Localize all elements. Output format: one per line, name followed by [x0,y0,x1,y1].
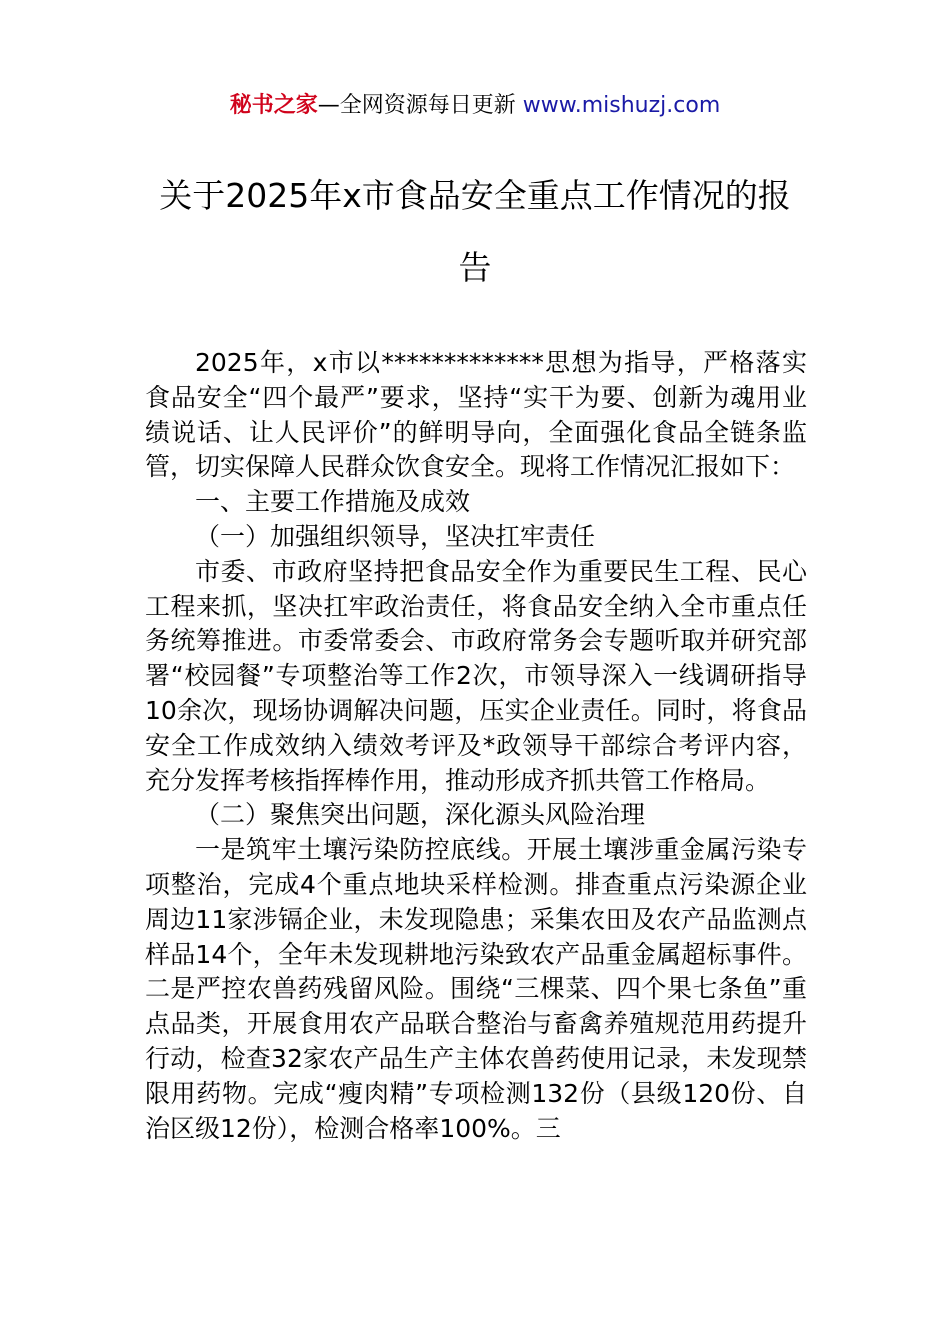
site-url-link[interactable]: www.mishuzj.com [522,93,721,118]
document-body [145,346,807,1146]
document-title: 关于2025年x市食品安全重点工作情况的报告 [159,176,791,287]
section-heading: 一、主要工作措施及成效 [195,487,471,517]
header-dash: — [317,93,340,118]
subsection-heading-1: （一）加强组织领导，坚决扛牢责任 [195,521,596,551]
intro-paragraph: 2025年，x市以*************思想为指导，严格落实食品安全“四个最严”要求，坚持“实干为要、创新为魂用业绩说话、让人民评价”的鲜明导向，全面强化食品全链条监管，切实保障人民群众饮食安全。现将工作情况汇报如下： [145,348,807,482]
body-paragraph-2: 一是筑牢土壤污染防控底线。开展土壤涉重金属污染专项整治，完成4个重点地块采样检测。排查重点污染源企业周边11家涉镉企业，未发现隐患；采集农田及农产品监测点样品14个，全年未发现耕地污染致农产品重金属超标事件。二是严控农兽药残留风险。围绕“三棵菜、四个果七条鱼”重点品类，开展食用农产品联合整治与畜禽养殖规范用药提升行动，检查32家农产品生产主体农兽药使用记录，未发现禁限用药物。完成“瘦肉精”专项检测132份（县级120份、自治区级12份），检测合格率100%。三 [145,835,807,1143]
brand-name: 秘书之家 [229,93,318,118]
body-paragraph-1: 市委、市政府坚持把食品安全作为重要民生工程、民心工程来抓，坚决扛牢政治责任，将食品安全纳入全市重点任务统筹推进。市委常委会、市政府常务会专题听取并研究部署“校园餐”专项整治等工作2次，市领导深入一线调研指导10余次，现场协调解决问题，压实企业责任。同时，将食品安全工作成效纳入绩效考评及*政领导干部综合考评内容，充分发挥考核指挥棒作用，推动形成齐抓共管工作格局。 [145,556,807,795]
header-tagline: 全网资源每日更新 [339,93,523,118]
subsection-heading-2: （二）聚焦突出问题，深化源头风险治理 [195,800,646,830]
site-header [0,88,950,119]
